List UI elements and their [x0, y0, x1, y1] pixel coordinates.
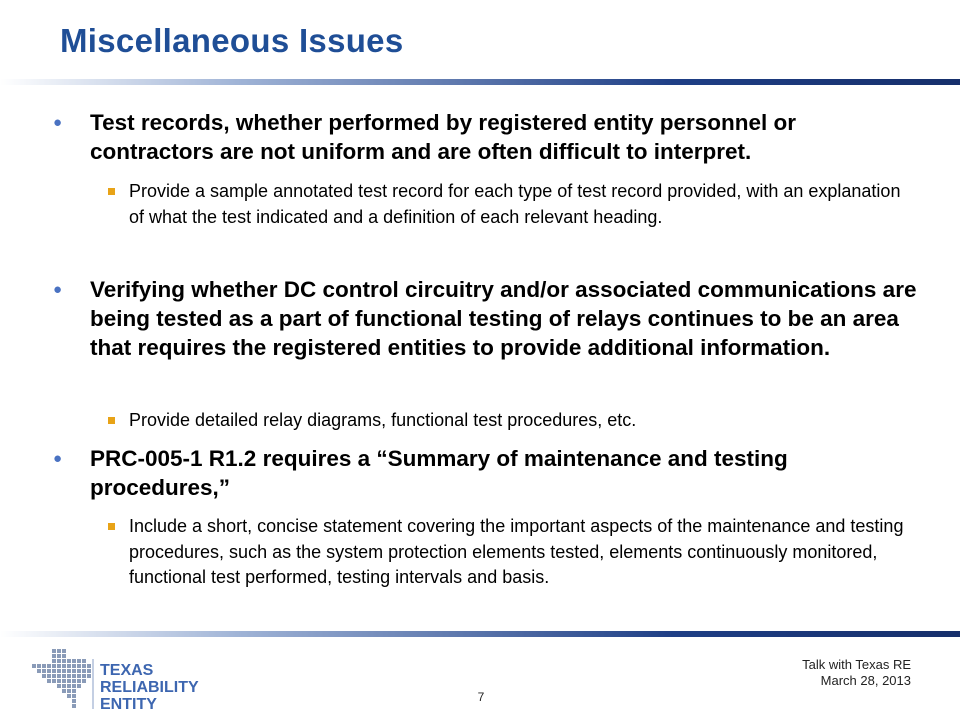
sub-bullet-relay-diagrams: Provide detailed relay diagrams, functional test procedures, etc. — [129, 408, 919, 434]
bottom-divider — [0, 631, 960, 637]
sub-bullet-sample-record: Provide a sample annotated test record for each type of test record provided, with an explanation of what the test indicated and a definition of each relevant heading. — [129, 179, 919, 230]
logo-text-texas: TEXAS — [100, 662, 154, 679]
footer-date: March 28, 2013 — [820, 673, 911, 688]
top-divider — [0, 79, 960, 85]
bullet-dc-control: ● Verifying whether DC control circuitry and/or associated communications are being tested as a part of functional testing of relays continues to be an area that requires the registered entities to provide additional information. — [90, 275, 920, 362]
page-number: 7 — [477, 690, 485, 704]
bullet-test-records: ● Test records, whether performed by registered entity personnel or contractors are not uniform and are often difficult to interpret. — [90, 108, 920, 166]
logo-text-reliability: RELIABILITY — [100, 679, 199, 696]
footer-meta — [802, 657, 911, 689]
texas-map-icon — [32, 649, 91, 708]
footer-event: Talk with Texas RE — [802, 657, 911, 672]
sub-bullet-concise-statement: Include a short, concise statement covering the important aspects of the maintenance and testing procedures, such as the system protection elements tested, elements continuously monitored, functional test performed, testing intervals and basis. — [129, 514, 919, 591]
slide-title: Miscellaneous Issues — [60, 22, 404, 59]
texas-re-logo — [30, 645, 220, 715]
logo-text-entity: ENTITY — [100, 696, 157, 713]
bullet-prc-005: ● PRC-005-1 R1.2 requires a “Summary of maintenance and testing procedures,” — [90, 444, 920, 502]
